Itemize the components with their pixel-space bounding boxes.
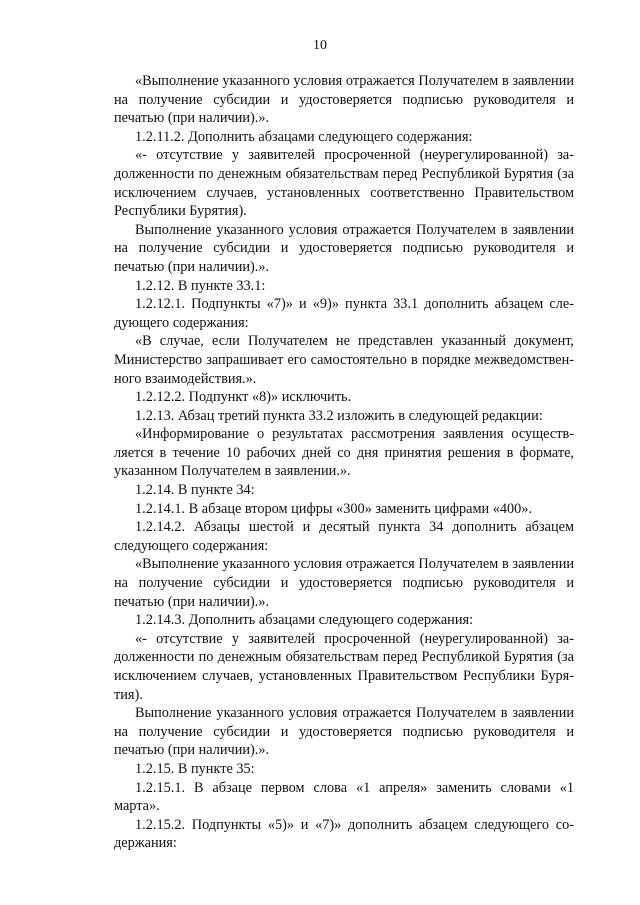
paragraph: Выполнение указанного условия отражается Получателем в заявлении на получение субсидии и удостоверяется подписью руководителя и печатью (при наличии).».	[114, 705, 574, 759]
paragraph: 1.2.14. В пункте 34:	[135, 482, 255, 499]
paragraph: 1.2.12.1. Подпункты «7)» и «9)» пункта 33.1 дополнить абзацем следующего содержания:	[114, 296, 574, 331]
paragraph: 1.2.14.2. Абзацы шестой и десятый пункта 34 дополнить абзацем следующего содержания:	[114, 519, 574, 554]
document-body	[114, 72, 574, 853]
paragraph: 1.2.14.1. В абзаце втором цифры «300» заменить цифрами «400».	[135, 500, 533, 517]
paragraph: «В случае, если Получателем не представлен указанный документ, Министерство запрашивает его самостоятельно в порядке межведомственного взаимодействия.».	[114, 333, 574, 387]
paragraph: 1.2.15.1. В абзаце первом слова «1 апреля» заменить словами «1 марта».	[114, 779, 574, 815]
paragraph: 1.2.15.2. Подпункты «5)» и «7)» дополнить абзацем следующего содержания:	[114, 816, 574, 852]
paragraph: «Выполнение указанного условия отражается Получателем в заявлении на получение субсидии и удостоверяется подписью руководителя и печатью (при наличии).».	[114, 556, 574, 610]
paragraph: 1.2.11.2. Дополнить абзацами следующего содержания:	[135, 128, 473, 145]
paragraph: «- отсутствие у заявителей просроченной (неурегулированной) задолженности по денежным обязательствам перед Республикой Бурятия (за исключением случаев, установленных соответственно Правительством Республики Бурятия).	[114, 147, 574, 220]
paragraph: 1.2.12.2. Подпункт «8)» исключить.	[135, 389, 352, 406]
paragraph: «Выполнение указанного условия отражается Получателем в заявлении на получение субсидии и удостоверяется подписью руководителя и печатью (при наличии).».	[114, 73, 574, 127]
paragraph: 1.2.13. Абзац третий пункта 33.2 изложить в следующей редакции:	[135, 407, 543, 424]
page-number: 10	[313, 38, 327, 53]
paragraph: 1.2.15. В пункте 35:	[135, 760, 255, 777]
paragraph: «- отсутствие у заявителей просроченной (неурегулированной) задолженности по денежным обязательствам перед Республикой Бурятия (за исключением случаев, установленных Правительством Республики Бурятия).	[114, 630, 574, 703]
paragraph: 1.2.14.3. Дополнить абзацами следующего содержания:	[135, 612, 474, 629]
paragraph: «Информирование о результатах рассмотрения заявления осуществляется в течение 10 рабочих дней со дня принятия решения в формате, указанном Получателем в заявлении.».	[114, 426, 574, 480]
paragraph: Выполнение указанного условия отражается Получателем в заявлении на получение субсидии и удостоверяется подписью руководителя и печатью (при наличии).».	[114, 221, 574, 275]
paragraph: 1.2.12. В пункте 33.1:	[135, 277, 266, 294]
